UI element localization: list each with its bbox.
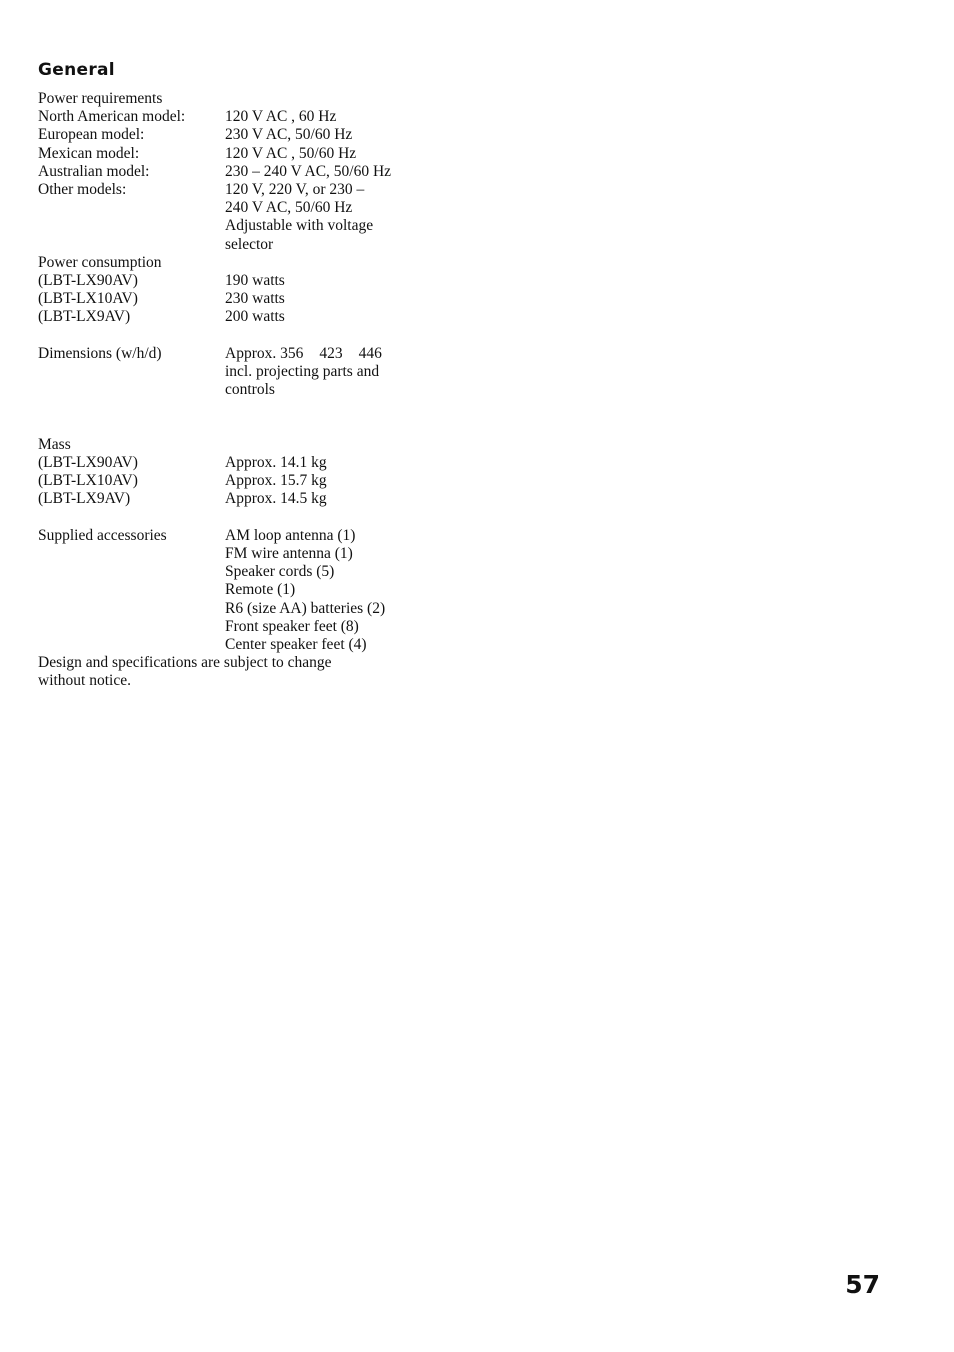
spec-label: (LBT-LX9AV) — [38, 490, 131, 508]
spec-value: controls — [225, 381, 275, 399]
dimensions-height: 423 — [319, 344, 343, 362]
power-requirements-title: Power requirements — [38, 90, 163, 107]
section-heading: General — [38, 60, 115, 80]
power-row-european — [38, 126, 458, 144]
spec-value: 230 watts — [225, 290, 285, 308]
spacer — [38, 399, 458, 417]
power-row-other-continuation — [38, 236, 458, 254]
power-requirements-title-row — [38, 90, 458, 108]
spec-label: European model: — [38, 126, 145, 144]
power-row-north-american — [38, 108, 458, 126]
spec-label: (LBT-LX90AV) — [38, 454, 138, 472]
spec-value: 230 – 240 V AC, 50/60 Hz — [225, 162, 392, 180]
spec-value: 120 V, 220 V, or 230 – — [225, 181, 365, 199]
power-row-australian — [38, 163, 458, 181]
mass-title: Mass — [38, 435, 71, 453]
dimensions-continuation — [38, 363, 458, 381]
spacer — [38, 418, 458, 436]
mass-row — [38, 454, 458, 472]
spec-value: Approx. 15.7 kg — [225, 472, 327, 490]
spec-label: (LBT-LX10AV) — [38, 472, 138, 490]
page-number: 57 — [845, 1270, 880, 1299]
specifications-block — [38, 90, 458, 654]
spec-label: North American model: — [38, 108, 186, 126]
spec-label: Other models: — [38, 181, 127, 199]
spec-value: Approx. 14.5 kg — [225, 490, 327, 508]
power-row-other-continuation — [38, 217, 458, 235]
accessory-item: Speaker cords (5) — [225, 563, 335, 581]
accessory-item: Remote (1) — [225, 581, 296, 599]
spec-value: Adjustable with voltage — [225, 217, 374, 235]
specifications-note — [38, 654, 398, 690]
spec-value: 190 watts — [225, 272, 285, 290]
consumption-row — [38, 272, 458, 290]
dimensions-value — [225, 345, 458, 363]
spec-label: (LBT-LX90AV) — [38, 272, 138, 290]
spec-label: (LBT-LX9AV) — [38, 308, 131, 326]
power-consumption-title: Power consumption — [38, 253, 162, 271]
accessories-row — [38, 600, 458, 618]
accessory-item: Front speaker feet (8) — [225, 617, 359, 635]
accessories-row — [38, 581, 458, 599]
spec-value: 120 V AC , 60 Hz — [225, 108, 337, 126]
accessory-item: R6 (size AA) batteries (2) — [225, 599, 386, 617]
spec-value: incl. projecting parts and — [225, 363, 380, 381]
accessories-row — [38, 527, 458, 545]
spec-value: 200 watts — [225, 308, 285, 326]
power-consumption-title-row — [38, 254, 458, 272]
mass-row — [38, 472, 458, 490]
spec-value: 230 V AC, 50/60 Hz — [225, 126, 353, 144]
dimensions-continuation — [38, 381, 458, 399]
consumption-row — [38, 290, 458, 308]
accessories-label: Supplied accessories — [38, 526, 167, 544]
mass-row — [38, 490, 458, 508]
accessories-row — [38, 545, 458, 563]
spec-value: 120 V AC , 50/60 Hz — [225, 144, 357, 162]
spec-label: Mexican model: — [38, 144, 140, 162]
spacer — [38, 327, 458, 345]
spec-value: 240 V AC, 50/60 Hz — [225, 199, 353, 217]
accessories-row — [38, 563, 458, 581]
accessory-item: AM loop antenna (1) — [225, 526, 356, 544]
spec-value: Approx. 14.1 kg — [225, 454, 327, 472]
dimensions-width: Approx. 356 — [225, 344, 304, 362]
spacer — [38, 509, 458, 527]
dimensions-label: Dimensions (w/h/d) — [38, 344, 162, 362]
power-row-other-continuation — [38, 199, 458, 217]
dimensions-row — [38, 345, 458, 363]
note-line: without notice. — [38, 672, 131, 690]
consumption-row — [38, 308, 458, 326]
accessories-row — [38, 618, 458, 636]
spec-label: (LBT-LX10AV) — [38, 290, 138, 308]
spec-value: selector — [225, 235, 274, 253]
accessories-row — [38, 636, 458, 654]
spec-label: Australian model: — [38, 162, 150, 180]
power-row-mexican — [38, 145, 458, 163]
power-row-other — [38, 181, 458, 199]
mass-title-row — [38, 436, 458, 454]
accessory-item: Center speaker feet (4) — [225, 636, 367, 654]
note-line: Design and specifications are subject to change — [38, 654, 332, 671]
dimensions-depth: 446 — [358, 344, 382, 362]
accessory-item: FM wire antenna (1) — [225, 545, 353, 563]
